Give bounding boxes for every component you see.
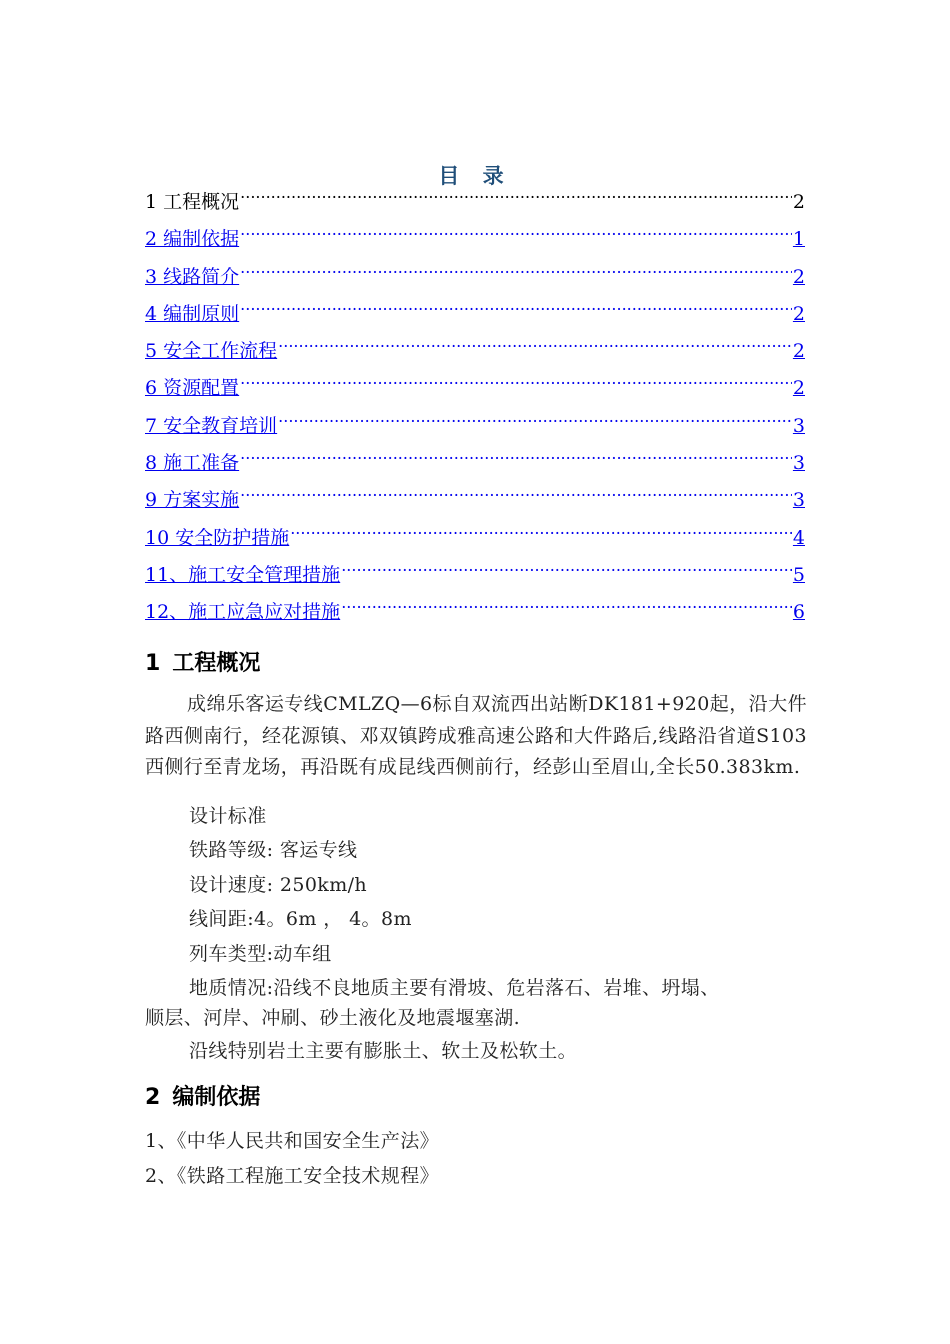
railway-grade: 铁路等级: 客运专线: [189, 839, 358, 861]
toc-leader-dots: [278, 410, 792, 432]
geology-line-1: 地质情况:沿线不良地质主要有滑坡、危岩落石、岩堆、坍塌、: [189, 977, 720, 999]
toc-entry-2[interactable]: [145, 223, 805, 260]
toc-leader-dots: [240, 298, 792, 320]
design-standard-label: 设计标准: [189, 805, 267, 827]
special-soil: 沿线特别岩土主要有膨胀土、软土及松软土。: [189, 1040, 578, 1062]
toc-entry-7[interactable]: [145, 410, 805, 447]
toc-leader-dots: [278, 335, 792, 357]
toc-entry-label: 1 工程概况: [145, 191, 240, 213]
toc-entry-page: 5: [792, 563, 805, 586]
project-overview-paragraph: 成绵乐客运专线CMLZQ—6标自双流西出站断DK181+920起，沿大件路西侧南行，经花源镇、邓双镇跨成雅高速公路和大件路后,线路沿省道S103西侧行至青龙场，再沿既有成昆线西侧前行，经彭山至眉山,全长50.383km.: [145, 693, 807, 778]
toc-entry-label: 4 编制原则: [145, 302, 240, 325]
line-spacing: 线间距:4。6m ， 4。8m: [189, 908, 412, 930]
geology-line-2: 顺层、河岸、冲刷、砂土液化及地震堰塞湖.: [145, 1007, 521, 1029]
toc-entry-label: 12、施工应急应对措施: [145, 601, 341, 624]
toc-entry-label: 7 安全教育培训: [145, 414, 278, 437]
toc-entry-page: 2: [792, 191, 805, 213]
toc-entry-4[interactable]: [145, 298, 805, 335]
toc-entry-page: 2: [792, 377, 805, 400]
toc-entry-label: 10 安全防护措施: [145, 526, 290, 549]
toc-entry-label: 2 编制依据: [145, 228, 240, 251]
toc-title: 目 录: [438, 164, 512, 188]
table-of-contents: [145, 186, 805, 634]
section-number: 2: [145, 1085, 161, 1110]
toc-entry-10[interactable]: [145, 522, 805, 559]
toc-entry-8[interactable]: [145, 447, 805, 484]
toc-entry-page: 4: [792, 526, 805, 549]
toc-entry-label: 11、施工安全管理措施: [145, 563, 341, 586]
toc-leader-dots: [240, 372, 792, 394]
toc-leader-dots: [240, 447, 792, 469]
toc-entry-page: 2: [792, 340, 805, 363]
toc-leader-dots: [341, 559, 792, 581]
toc-entry-label: 5 安全工作流程: [145, 340, 278, 363]
toc-entry-page: 2: [792, 302, 805, 325]
section-1-heading: [145, 646, 260, 677]
toc-leader-dots: [240, 223, 792, 245]
toc-entry-9[interactable]: [145, 484, 805, 521]
section-title: 工程概况: [172, 651, 261, 676]
toc-entry-12[interactable]: [145, 596, 805, 633]
section-2-heading: [145, 1080, 260, 1111]
toc-leader-dots: [341, 596, 792, 618]
design-speed: 设计速度: 250km/h: [189, 874, 368, 896]
toc-entry-5[interactable]: [145, 335, 805, 372]
toc-entry-label: 3 线路简介: [145, 265, 240, 288]
toc-leader-dots: [240, 261, 792, 283]
toc-entry-page: 3: [792, 414, 805, 437]
toc-entry-label: 6 资源配置: [145, 377, 240, 400]
toc-entry-11[interactable]: [145, 559, 805, 596]
toc-entry-6[interactable]: [145, 372, 805, 409]
toc-entry-3[interactable]: [145, 261, 805, 298]
toc-leader-dots: [240, 484, 792, 506]
section-number: 1: [145, 651, 161, 676]
section-title: 编制依据: [172, 1085, 261, 1110]
toc-leader-dots: [290, 522, 792, 544]
toc-entry-page: 1: [792, 228, 805, 251]
toc-leader-dots: [240, 186, 792, 208]
toc-entry-page: 3: [792, 489, 805, 512]
reference-item: 1、《中华人民共和国安全生产法》: [145, 1130, 439, 1152]
train-type: 列车类型:动车组: [189, 943, 332, 965]
toc-entry-page: 6: [792, 601, 805, 624]
toc-entry-label: 8 施工准备: [145, 452, 240, 475]
toc-entry-label: 9 方案实施: [145, 489, 240, 512]
reference-item: 2、《铁路工程施工安全技术规程》: [145, 1165, 439, 1187]
toc-entry-1[interactable]: [145, 186, 805, 223]
toc-entry-page: 2: [792, 265, 805, 288]
toc-entry-page: 3: [792, 452, 805, 475]
